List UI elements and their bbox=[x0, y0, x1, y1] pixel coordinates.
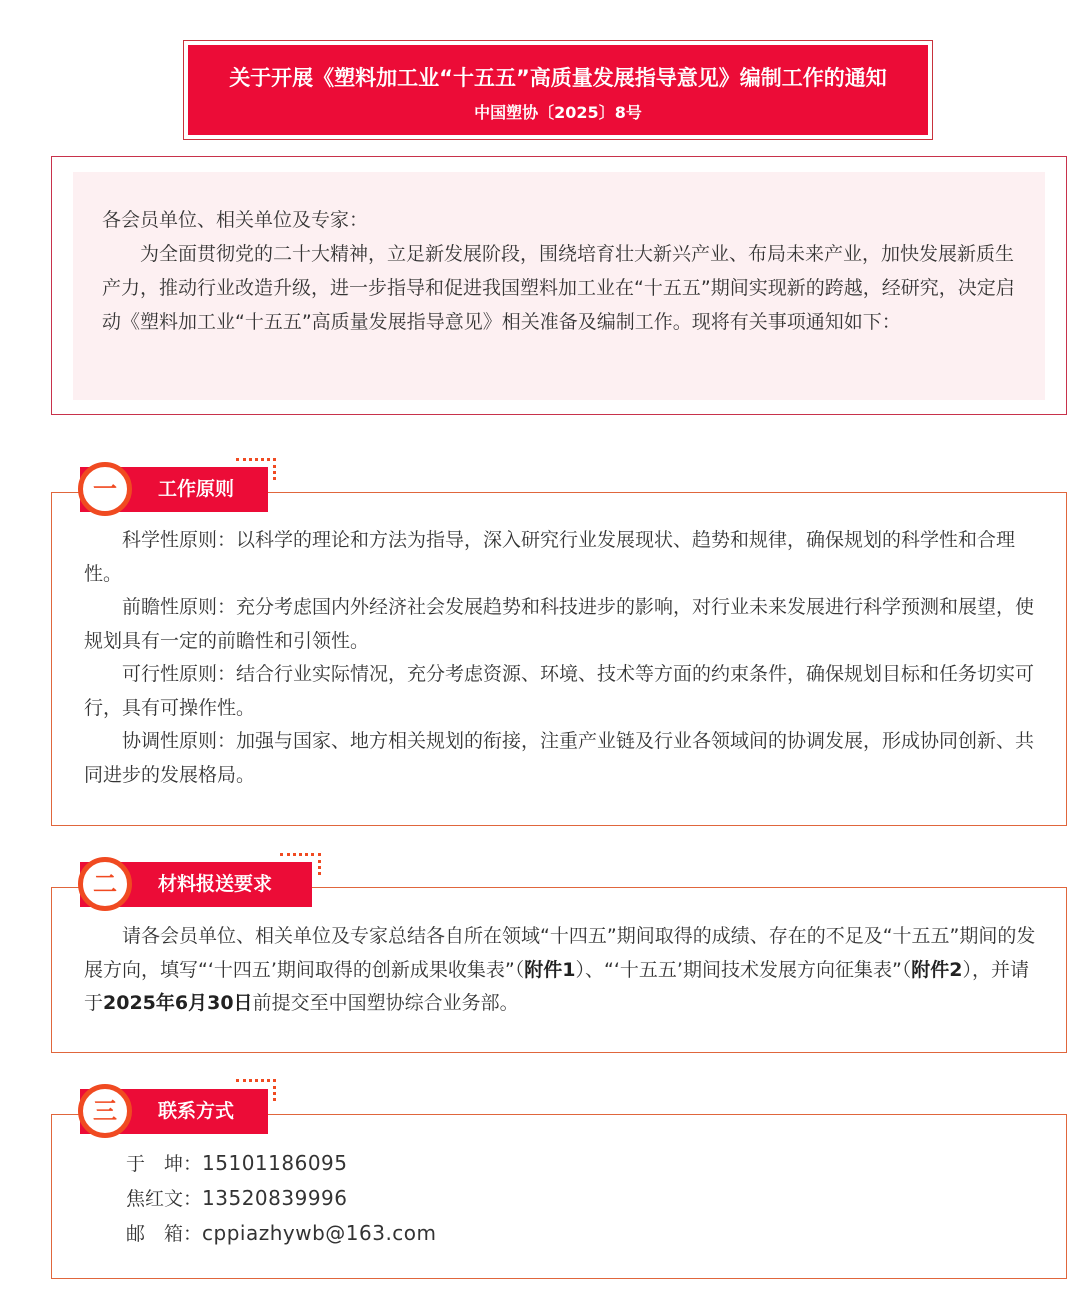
submission-text-part: 请各会员单位、相关单位及专家总结各自所在领域“十四五”期间取得的成绩、存在的不足及“十五五”期间的发展方向，填写“‘十四五’期间取得的创新成果收集表”（ bbox=[84, 925, 1036, 981]
section-number-badge bbox=[78, 462, 132, 516]
section-number-badge bbox=[78, 1084, 132, 1138]
section-number: 一 bbox=[93, 475, 117, 503]
contact-phone: 15101186095 bbox=[202, 1151, 348, 1175]
dotted-decoration bbox=[273, 458, 276, 480]
title-banner-fill bbox=[188, 45, 928, 135]
submission-text-part: ）、“‘十五五’期间技术发展方向征集表”（ bbox=[575, 958, 912, 981]
contact-item bbox=[126, 1146, 1036, 1181]
dotted-decoration bbox=[236, 1079, 276, 1082]
principle-paragraph: 协调性原则：加强与国家、地方相关规划的衔接，注重产业链及行业各领域间的协调发展，形成协同创新、共同进步的发展格局。 bbox=[84, 730, 1035, 786]
principle-paragraph: 前瞻性原则：充分考虑国内外经济社会发展趋势和科技进步的影响，对行业未来发展进行科学预测和展望，使规划具有一定的前瞻性和引领性。 bbox=[84, 596, 1035, 652]
intro-box bbox=[51, 156, 1067, 415]
contact-email: cppiazhywb@163.com bbox=[202, 1221, 437, 1245]
salutation: 各会员单位、相关单位及专家： bbox=[102, 209, 369, 231]
principles-text bbox=[84, 524, 1036, 792]
deadline-date: 2025年6月30日 bbox=[103, 992, 253, 1014]
document-number: 中国塑协〔2025〕8号 bbox=[474, 103, 642, 122]
intro-paragraph: 为全面贯彻党的二十大精神，立足新发展阶段，围绕培育壮大新兴产业、布局未来产业，加快发展新质生产力，推动行业改造升级，进一步指导和促进我国塑料加工业在“十五五”期间实现新的跨越，经研究，决定启动《塑料加工业“十五五”高质量发展指导意见》相关准备及编制工作。现将有关事项通知如下： bbox=[102, 243, 1015, 333]
principle-paragraph: 科学性原则：以科学的理论和方法为指导，深入研究行业发展现状、趋势和规律，确保规划的科学性和合理性。 bbox=[84, 529, 1016, 585]
contact-phone: 13520839996 bbox=[202, 1186, 348, 1210]
dotted-decoration bbox=[273, 1079, 276, 1101]
section-work-principles bbox=[51, 492, 1067, 826]
section-number-badge bbox=[78, 857, 132, 911]
dotted-decoration bbox=[318, 853, 321, 875]
intro-text bbox=[102, 203, 1016, 339]
contact-item bbox=[126, 1216, 1036, 1251]
submission-text-part: 前提交至中国塑协综合业务部。 bbox=[252, 992, 519, 1014]
contact-label: 于 坤： bbox=[126, 1153, 203, 1175]
title-banner bbox=[183, 40, 933, 140]
contact-label: 焦红文： bbox=[126, 1188, 203, 1210]
dotted-decoration bbox=[236, 458, 276, 461]
section-submission-requirements bbox=[51, 887, 1067, 1053]
contact-list bbox=[126, 1146, 1036, 1251]
attachment-2-label: 附件2 bbox=[911, 958, 963, 981]
dotted-decoration bbox=[280, 853, 321, 856]
submission-text-part: ），并请于 bbox=[84, 958, 1030, 1014]
contact-label: 邮 箱： bbox=[126, 1223, 203, 1245]
intro-background bbox=[73, 172, 1045, 400]
principle-paragraph: 可行性原则：结合行业实际情况，充分考虑资源、环境、技术等方面的约束条件，确保规划目标和任务切实可行，具有可操作性。 bbox=[84, 663, 1035, 719]
submission-text bbox=[84, 920, 1036, 1021]
submission-paragraph bbox=[84, 920, 1036, 1021]
section-title: 联系方式 bbox=[158, 1100, 235, 1122]
notice-title: 关于开展《塑料加工业“十五五”高质量发展指导意见》编制工作的通知 bbox=[229, 66, 887, 90]
section-title: 材料报送要求 bbox=[158, 873, 273, 895]
attachment-1-label: 附件1 bbox=[524, 958, 576, 981]
section-contact bbox=[51, 1114, 1067, 1279]
section-number: 三 bbox=[93, 1097, 117, 1125]
section-number: 二 bbox=[93, 870, 117, 898]
contact-item bbox=[126, 1181, 1036, 1216]
section-title: 工作原则 bbox=[158, 478, 235, 500]
